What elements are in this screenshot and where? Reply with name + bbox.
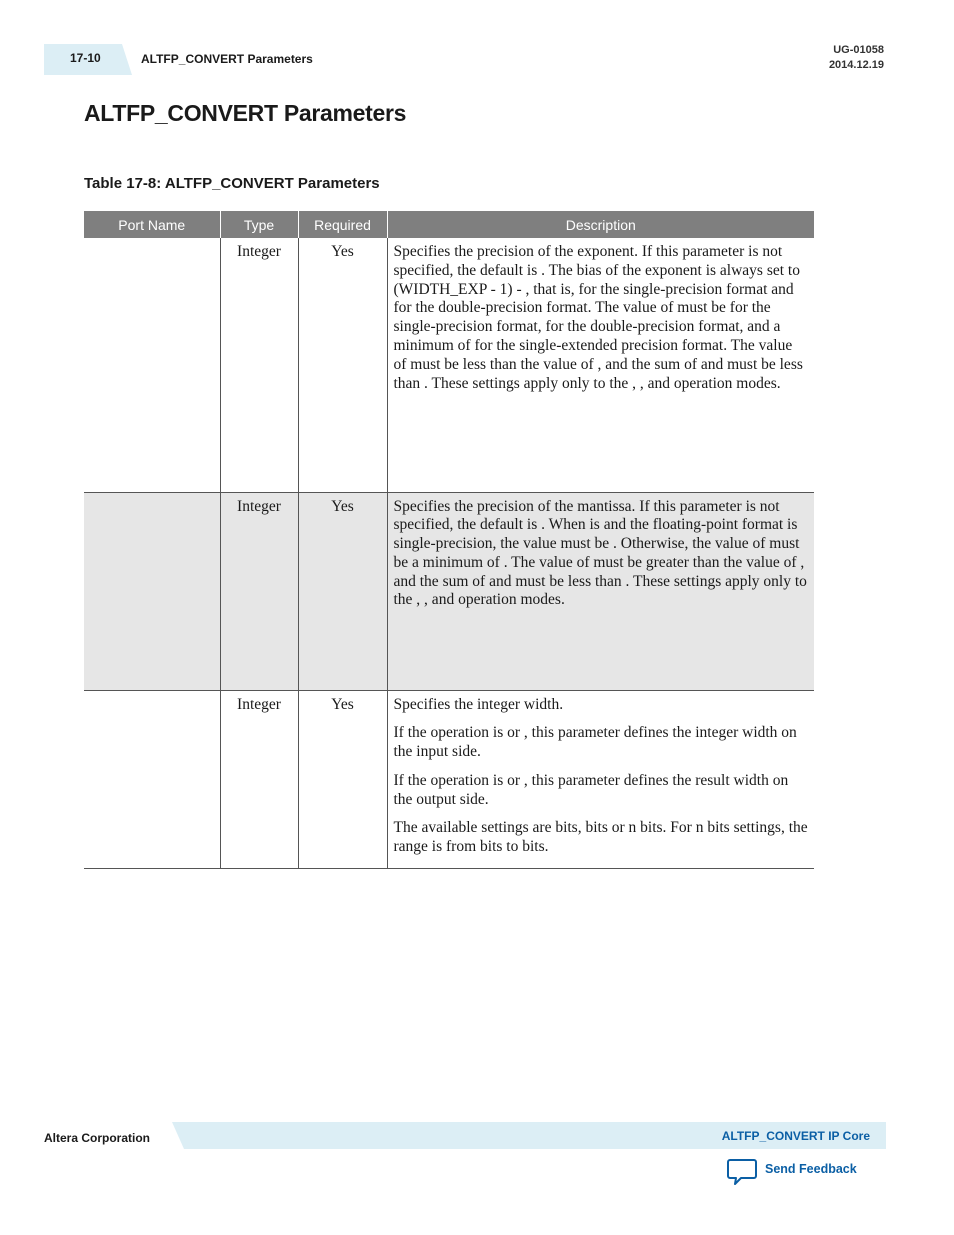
required-cell: Yes (298, 690, 387, 868)
description-text: If the operation is or , this parameter defines the result width on the output side. (393, 771, 789, 808)
send-feedback-label: Send Feedback (765, 1162, 857, 1176)
table-row (84, 690, 814, 868)
column-header-required: Required (298, 211, 387, 238)
port-name-cell (84, 690, 220, 868)
page-title: ALTFP_CONVERT Parameters (84, 100, 407, 126)
description-cell (387, 690, 814, 868)
required-cell: Yes (298, 238, 387, 492)
section-title: ALTFP_CONVERT Parameters (141, 52, 313, 66)
type-cell: Integer (220, 690, 298, 868)
description-text: The available settings are bits, bits or n bits. For n bits settings, the range is from bits to bits. (393, 819, 808, 856)
table-caption: Table 17-8: ALTFP_CONVERT Parameters (84, 175, 380, 192)
document-date: 2014.12.19 (828, 59, 884, 71)
footer-company: Altera Corporation (44, 1131, 151, 1145)
table-header-row (84, 211, 814, 238)
column-header-description: Description (387, 211, 814, 238)
section-number: 17-10 (70, 51, 101, 65)
required-cell: Yes (298, 492, 387, 690)
description-cell (387, 492, 814, 690)
document-info (829, 43, 884, 73)
footer-chapter-link[interactable]: ALTFP_CONVERT IP Core (721, 1129, 870, 1143)
port-name-cell (84, 492, 220, 690)
description-text: If the operation is or , this parameter defines the integer width on the input side. (393, 724, 797, 761)
speech-bubble-icon (727, 1158, 757, 1186)
type-cell: Integer (220, 238, 298, 492)
description-text: Specifies the integer width. (393, 695, 564, 713)
type-cell: Integer (220, 492, 298, 690)
parameters-table (84, 211, 814, 869)
table-row (84, 238, 814, 492)
description-cell (387, 238, 814, 492)
column-header-type: Type (220, 211, 298, 238)
description-text: Specifies the precision of the mantissa. If this parameter is not specified, the default is . When is and the floating-point format is single-precision, the value must be . Otherwise, the value of must be a minimum of . The value of must be greater than the value of , and the sum of and must be less than . These settings apply only to the , , and operation modes. (393, 497, 807, 609)
column-header-port-name: Port Name (84, 211, 220, 238)
document-id: UG-01058 (833, 44, 884, 56)
table-row (84, 492, 814, 690)
port-name-cell (84, 238, 220, 492)
description-text: Specifies the precision of the exponent. If this parameter is not specified, the default is . The bias of the exponent is always set to (WIDTH_EXP - 1) - , that is, for the single-precision format and for the double-precision format. The value of must be for the single-precision format, for the double-precision format, and a minimum of for the single-extended precision format. The value of must be less than the value of , and the sum of and must be less than . These settings apply only to the , , and operation modes. (393, 243, 803, 392)
